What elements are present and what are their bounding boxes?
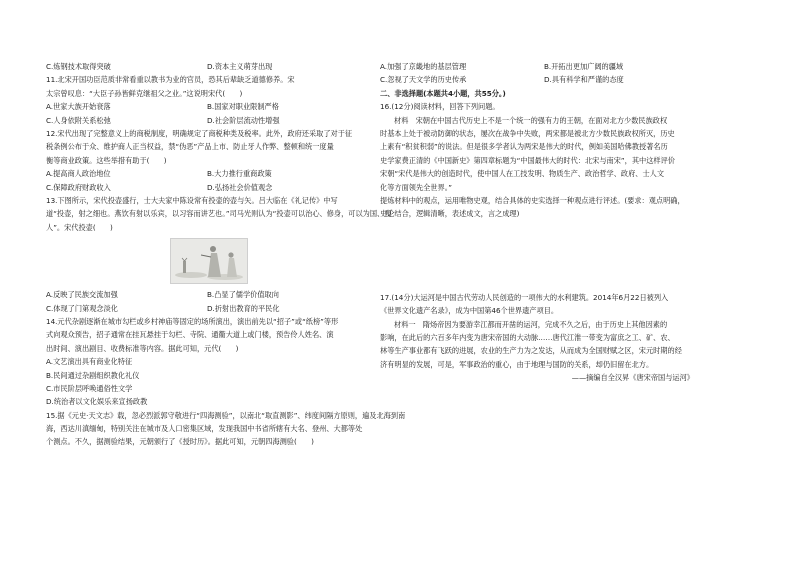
q15-option-b: B.开拓出更加广阔的疆域 xyxy=(544,62,624,71)
question-16 xyxy=(380,100,708,221)
left-column xyxy=(46,60,406,449)
q17-material-line-3: 林等生产事业都有飞跃的进展，农业的生产力为之发达，从而成为全国财赋之区，宋元时期的经 xyxy=(380,346,682,356)
touhu-painting-image xyxy=(171,239,247,283)
q15-line-1: 15.据《元史·天文志》载，忽必烈派郭守敬进行“四海测验”，以南北“取直测影”、纬度间隔方原则，遍及北海到南 xyxy=(46,410,406,420)
q15-line-2: 海，西达川滇缅甸，特别关注在城市及人口密集区域，发现我国中书省所辖有大名、登州、大都等处 xyxy=(46,424,363,434)
q14-line-1: 14.元代杂剧逐渐在城市勾栏或乡村神庙等固定的场所演出，演出前先以“招子”或“纸榜”等形 xyxy=(46,316,339,326)
q16-material-line-2: 时基本上处于被动防御的状态，屡次在战争中失败，两宋都是被北方少数民族政权所灭，历史 xyxy=(380,128,675,138)
q17-source: ——摘编自全汉昇《唐宋帝国与运河》 xyxy=(571,373,694,383)
q14-option-a: A.文艺演出具有商业化特征 xyxy=(46,357,133,367)
q15-option-a: A.加强了京畿地的基层管理 xyxy=(380,62,467,71)
question-15 xyxy=(46,409,406,449)
q12-line-2: 税条例公布于众、维护商人正当权益，禁“伪恶”产品上市、防止牙人作弊、整顿和统一度量 xyxy=(46,142,334,152)
q13-option-c: C.体现了门第观念淡化 xyxy=(46,303,118,313)
q14-line-2: 式向观众预告，招子通常在挂瓦悬挂于勾栏、寺院、通衢大道上或门楼，预告伶人姓名、演 xyxy=(46,330,334,340)
q17-intro-line-1: 17.(14分)大运河是中国古代劳动人民创造的一项伟大的水利建筑。2014年6月22日被列入 xyxy=(380,292,669,302)
q16-material-line-3: 上素有“积贫积弱”的说法。但是很多学者认为两宋是伟大的时代，例如美国哈佛教授著名历 xyxy=(380,142,668,152)
q17-material-line-4: 济有明显的发展，可是，军事政治的重心，由于地理与国防的关系，却仍旧留在北方。 xyxy=(380,359,654,369)
q12-option-b: B.大力推行重商政策 xyxy=(207,169,272,179)
q10-option-c: C.炼钢技术取得突破 xyxy=(46,62,111,71)
q17-material-line-2: 影响，在此后的六百多年内变为唐宋帝国的大动脉……唐代江淮一带变为富庶之工、矿、农、 xyxy=(380,332,675,342)
question-14 xyxy=(46,315,368,409)
q13-option-d: D.折射出教育的平民化 xyxy=(207,303,280,313)
q10-options xyxy=(46,60,368,73)
q13-option-b: B.凸显了儒学价值取向 xyxy=(207,290,279,300)
q12-option-d: D.弘扬社会价值观念 xyxy=(207,182,273,192)
q16-intro: 16.(12分)阅读材料，回答下列问题。 xyxy=(380,102,500,112)
q16-task-line-1: 提炼材料中的观点，运用唯物史观，结合具体的史实选择一种观点进行评述。(要求：观点明确， xyxy=(380,195,685,205)
q13-line-3: 人”。宋代投壶( ) xyxy=(46,222,113,232)
q10-option-d: D.资本主义萌芽出现 xyxy=(207,62,273,71)
q11-option-c: C.人身依附关系松弛 xyxy=(46,115,111,125)
q14-option-d: D.统治者以文化娱乐来宣扬政教 xyxy=(46,397,148,407)
q12-option-c: C.保障政府财政收入 xyxy=(46,182,111,192)
right-column xyxy=(380,60,708,384)
q14-line-3: 出时间、演出剧目、收费标准等内容。据此可知，元代( ) xyxy=(46,343,239,353)
q13-line-2: 道“投壶，射之细也。燕饮有射以乐宾，以习容而讲艺也。”司马光则认为“投壶可以治心、修身，可以为国、观 xyxy=(46,209,392,219)
q11-line-1: 11.北宋开国功臣范质非常看重以教书为业的官员，恐其后辈缺乏道德修养。宋 xyxy=(46,75,295,85)
q15-line-3: 个测点。不久，据测验结果，元朝颁行了《授时历》。据此可知，元朝四海测验( ) xyxy=(46,437,314,447)
q16-material-line-1: 材料 宋朝在中国古代历史上不是一个统一的强有力的王朝，在面对北方少数民族政权 xyxy=(394,115,668,125)
question-12 xyxy=(46,127,368,194)
q13-option-a: A.反映了民族交流加强 xyxy=(46,290,118,300)
q16-material-line-5: 宋朝“宋代是伟大的创造时代，使中国人在工技发明、物质生产、政治哲学、政府、士人文 xyxy=(380,169,665,179)
q13-line-1: 13.下图所示，宋代投壶盛行，士大夫家中陈设常有投壶的壶与矢。吕大临在《礼记传》中写 xyxy=(46,195,338,205)
q12-option-a: A.提高商人政治地位 xyxy=(46,169,111,179)
q16-answer-space[interactable] xyxy=(380,221,708,291)
q14-option-c: C.市民阶层呼唤通俗性文学 xyxy=(46,383,133,393)
q11-line-2: 太宗曾叹息：“大臣子孙皆鲜克继祖父之业。”这说明宋代( ) xyxy=(46,88,243,98)
q16-material-line-6: 化等方面领先全世界。” xyxy=(380,182,452,192)
q17-intro-line-2: 《世界文化遗产名录》，成为中国第46个世界遗产项目。 xyxy=(380,306,559,316)
q14-option-b: B.民间通过杂剧组织教化礼仪 xyxy=(46,370,140,380)
q12-line-3: 衡等商业政策。这些举措有助于( ) xyxy=(46,155,167,165)
q11-option-d: D.社会阶层流动性增强 xyxy=(207,115,280,125)
touhu-illustration xyxy=(170,238,248,284)
q17-material-line-1: 材料一 隋炀帝因为要游幸江都而开凿的运河，完成不久之后，由于历史上其他因素的 xyxy=(394,319,668,329)
q15-option-c: C.忽视了天文学的历史传承 xyxy=(380,75,467,85)
q15-option-d: D.具有科学和严谨的态度 xyxy=(544,75,624,85)
question-11 xyxy=(46,73,368,127)
q11-option-a: A.世家大族开始衰落 xyxy=(46,102,111,112)
section-heading: 二、非选择题(本题共4小题，共55分。) xyxy=(380,88,506,98)
q11-option-b: B.国家对职业限制严格 xyxy=(207,102,279,112)
q16-material-line-4: 史学家费正清的《中国新史》第四章标题为“中国最伟大的时代：北宋与南宋”，其中这样评价 xyxy=(380,155,675,165)
q12-line-1: 12.宋代出现了完整意义上的商税制度，明确规定了商税种类及税率。此外，政府还采取了对于征 xyxy=(46,129,353,138)
question-13 xyxy=(46,194,392,315)
question-17 xyxy=(380,291,708,385)
q16-task-line-2: 史论结合，逻辑清晰，表述成文，言之成理) xyxy=(380,209,520,219)
